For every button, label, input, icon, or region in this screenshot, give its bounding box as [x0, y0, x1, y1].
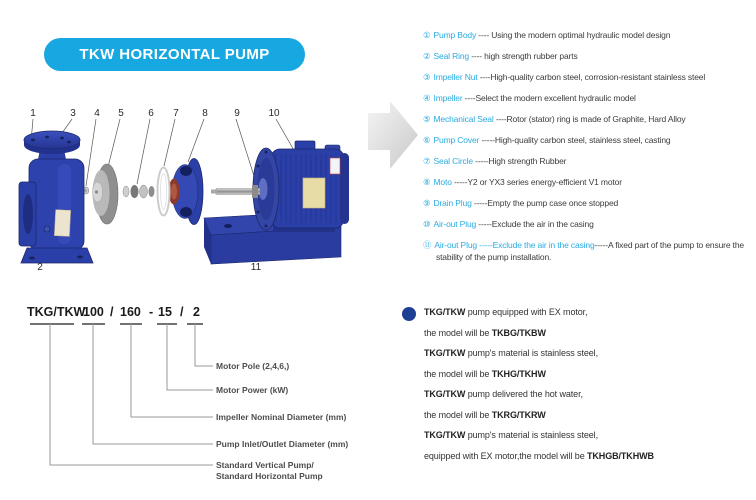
mechanical-seal-graphic: [123, 185, 155, 198]
part-name: Mechanical Seal: [433, 114, 494, 124]
parts-list-item-3: [423, 71, 756, 83]
part-description: -----Empty the pump case once stopped: [471, 198, 619, 208]
part-description: -----A fixed part of the pump to ensure the stability of the pump installation.: [436, 240, 745, 262]
parts-list-item-1: [423, 29, 756, 41]
parts-list: [423, 29, 756, 272]
direction-arrow-icon: [368, 101, 418, 169]
drain-plug-graphic: [44, 226, 50, 232]
page-title: TKW HORIZONTAL PUMP: [79, 46, 270, 63]
label-inlet-outlet: Pump Inlet/Outlet Diameter (mm): [216, 439, 349, 449]
model-code-diagram: [12, 298, 402, 498]
variant-model-code: TKHGB/TKHWB: [587, 450, 654, 461]
model-sep-1: /: [110, 305, 114, 319]
model-connector-lines: [50, 324, 213, 465]
part-number-8: 8: [202, 108, 208, 119]
label-motor-power: Motor Power (kW): [216, 385, 289, 395]
variant-series: TKG/TKW: [424, 307, 466, 317]
variant-condition: [424, 306, 754, 318]
part-description: ----High-quality carbon steel, corrosion-resistant stainless steel: [477, 72, 706, 82]
variant-condition-text: pump's material is stainless steel,: [465, 430, 598, 440]
variant-result-text: the model will be: [424, 409, 492, 420]
variant-condition: [424, 347, 754, 359]
part-index-badge: ⑥: [423, 135, 431, 145]
variant-condition: [424, 388, 754, 400]
model-sep-2: -: [149, 305, 154, 319]
label-motor-pole: Motor Pole (2,4,6,): [216, 361, 290, 371]
part-index-badge: ⑨: [423, 198, 431, 208]
variant-model-code: TKRG/TKRW: [491, 409, 546, 420]
title-banner: [44, 38, 305, 71]
part-number-7: 7: [173, 108, 179, 119]
parts-list-item-7: [423, 155, 756, 167]
model-sep-3: /: [180, 305, 184, 319]
variant-condition-text: pump's material is stainless steel,: [465, 348, 598, 358]
variant-model-code: TKBG/TKBW: [491, 327, 546, 338]
variant-series: TKG/TKW: [424, 348, 466, 358]
part-name: Seal Circle: [433, 156, 473, 166]
variant-series: TKG/TKW: [424, 430, 466, 440]
part-name: Seal Ring: [433, 51, 469, 61]
variant-block-ex-motor: [424, 306, 754, 339]
variant-block-stainless: [424, 347, 754, 380]
seal-circle-graphic: [158, 168, 170, 216]
parts-list-item-5: [423, 113, 756, 125]
variant-block-hot-water: [424, 388, 754, 421]
part-index-badge: ②: [423, 51, 431, 61]
variant-result-text: equipped with EX motor,the model will be: [424, 450, 587, 461]
label-standard-line1: Standard Vertical Pump/: [216, 460, 314, 470]
parts-list-item-9: [423, 197, 756, 209]
parts-list-item-10: [423, 218, 756, 230]
motor-sticker: [330, 158, 340, 174]
variant-result-text: the model will be: [424, 368, 492, 379]
variant-result: [424, 409, 754, 421]
parts-list-item-11: [423, 239, 756, 263]
variant-result: [424, 327, 754, 339]
motor-nameplate: [303, 178, 325, 208]
variant-condition-text: pump equipped with EX motor,: [465, 307, 588, 317]
model-prefix: TKG/TKW: [27, 305, 86, 319]
parts-list-item-4: [423, 92, 756, 104]
impeller-graphic: [93, 164, 119, 224]
part-description: -----High strength Rubber: [472, 156, 567, 166]
part-description: -----High-quality carbon steel, stainless steel, casting: [479, 135, 671, 145]
part-description: ----Select the modern excellent hydraulic model: [462, 93, 636, 103]
part-description: ---- Using the modern optimal hydraulic model design: [476, 30, 671, 40]
part-name: Impeller Nut: [433, 72, 478, 82]
part-number-11: 11: [250, 262, 262, 273]
part-index-badge: ④: [423, 93, 431, 103]
part-description: ---- high strength rubber parts: [469, 51, 578, 61]
part-index-badge: ⑧: [423, 177, 431, 187]
part-name: Air-out Plug: [433, 219, 477, 229]
part-name: Pump Cover: [433, 135, 480, 145]
part-index-badge: ③: [423, 72, 431, 82]
pump-body-graphic: [19, 131, 93, 263]
part-index-badge: ⑪: [423, 240, 432, 250]
bullet-icon: [402, 307, 416, 321]
part-index-badge: ⑦: [423, 156, 431, 166]
part-name: Drain Plug: [433, 198, 472, 208]
part-description: ----Rotor (stator) ring is made of Graphite, Hard Alloy: [493, 114, 686, 124]
variant-condition: [424, 429, 754, 441]
part-number-2: 2: [37, 262, 43, 273]
part-name: Air-out Plug -----Exclude the air in the casing: [434, 240, 595, 250]
pump-exploded-diagram: [0, 98, 430, 293]
part-number-9: 9: [234, 108, 240, 119]
shaft-graphic: [211, 185, 260, 198]
part-number-4: 4: [94, 108, 100, 119]
model-seg-4: 2: [193, 305, 200, 319]
pump-cover-graphic: [169, 159, 204, 225]
variant-result: [424, 368, 754, 380]
part-name: Impeller: [433, 93, 463, 103]
part-number-10: 10: [268, 108, 280, 119]
parts-list-item-6: [423, 134, 756, 146]
parts-list-item-8: [423, 176, 756, 188]
variant-model-code: TKHG/TKHW: [491, 368, 546, 379]
part-index-badge: ①: [423, 30, 431, 40]
variant-result-text: the model will be: [424, 327, 492, 338]
variant-series: TKG/TKW: [424, 389, 466, 399]
part-index-badge: ⑩: [423, 219, 431, 229]
part-index-badge: ⑤: [423, 114, 431, 124]
model-seg-1: 100: [83, 305, 104, 319]
part-number-6: 6: [148, 108, 154, 119]
variant-condition-text: pump delivered the hot water,: [465, 389, 583, 399]
variant-notes: [424, 306, 754, 470]
part-number-5: 5: [118, 108, 124, 119]
model-seg-3: 15: [158, 305, 172, 319]
part-name: Pump Body: [433, 30, 477, 40]
label-standard-line2: Standard Horizontal Pump: [216, 471, 323, 481]
pump-body-label: [54, 210, 70, 237]
part-number-1: 1: [30, 108, 36, 119]
model-seg-2: 160: [120, 305, 141, 319]
motor-graphic: [253, 141, 349, 232]
part-description: -----Y2 or YX3 series energy-efficient V1 motor: [451, 177, 622, 187]
part-name: Moto: [433, 177, 452, 187]
parts-list-item-2: [423, 50, 756, 62]
part-number-3: 3: [70, 108, 76, 119]
label-impeller-diam: Impeller Nominal Diameter (mm): [216, 412, 347, 422]
variant-result: [424, 450, 754, 462]
part-description: -----Exclude the air in the casing: [476, 219, 594, 229]
variant-block-stainless-ex: [424, 429, 754, 462]
